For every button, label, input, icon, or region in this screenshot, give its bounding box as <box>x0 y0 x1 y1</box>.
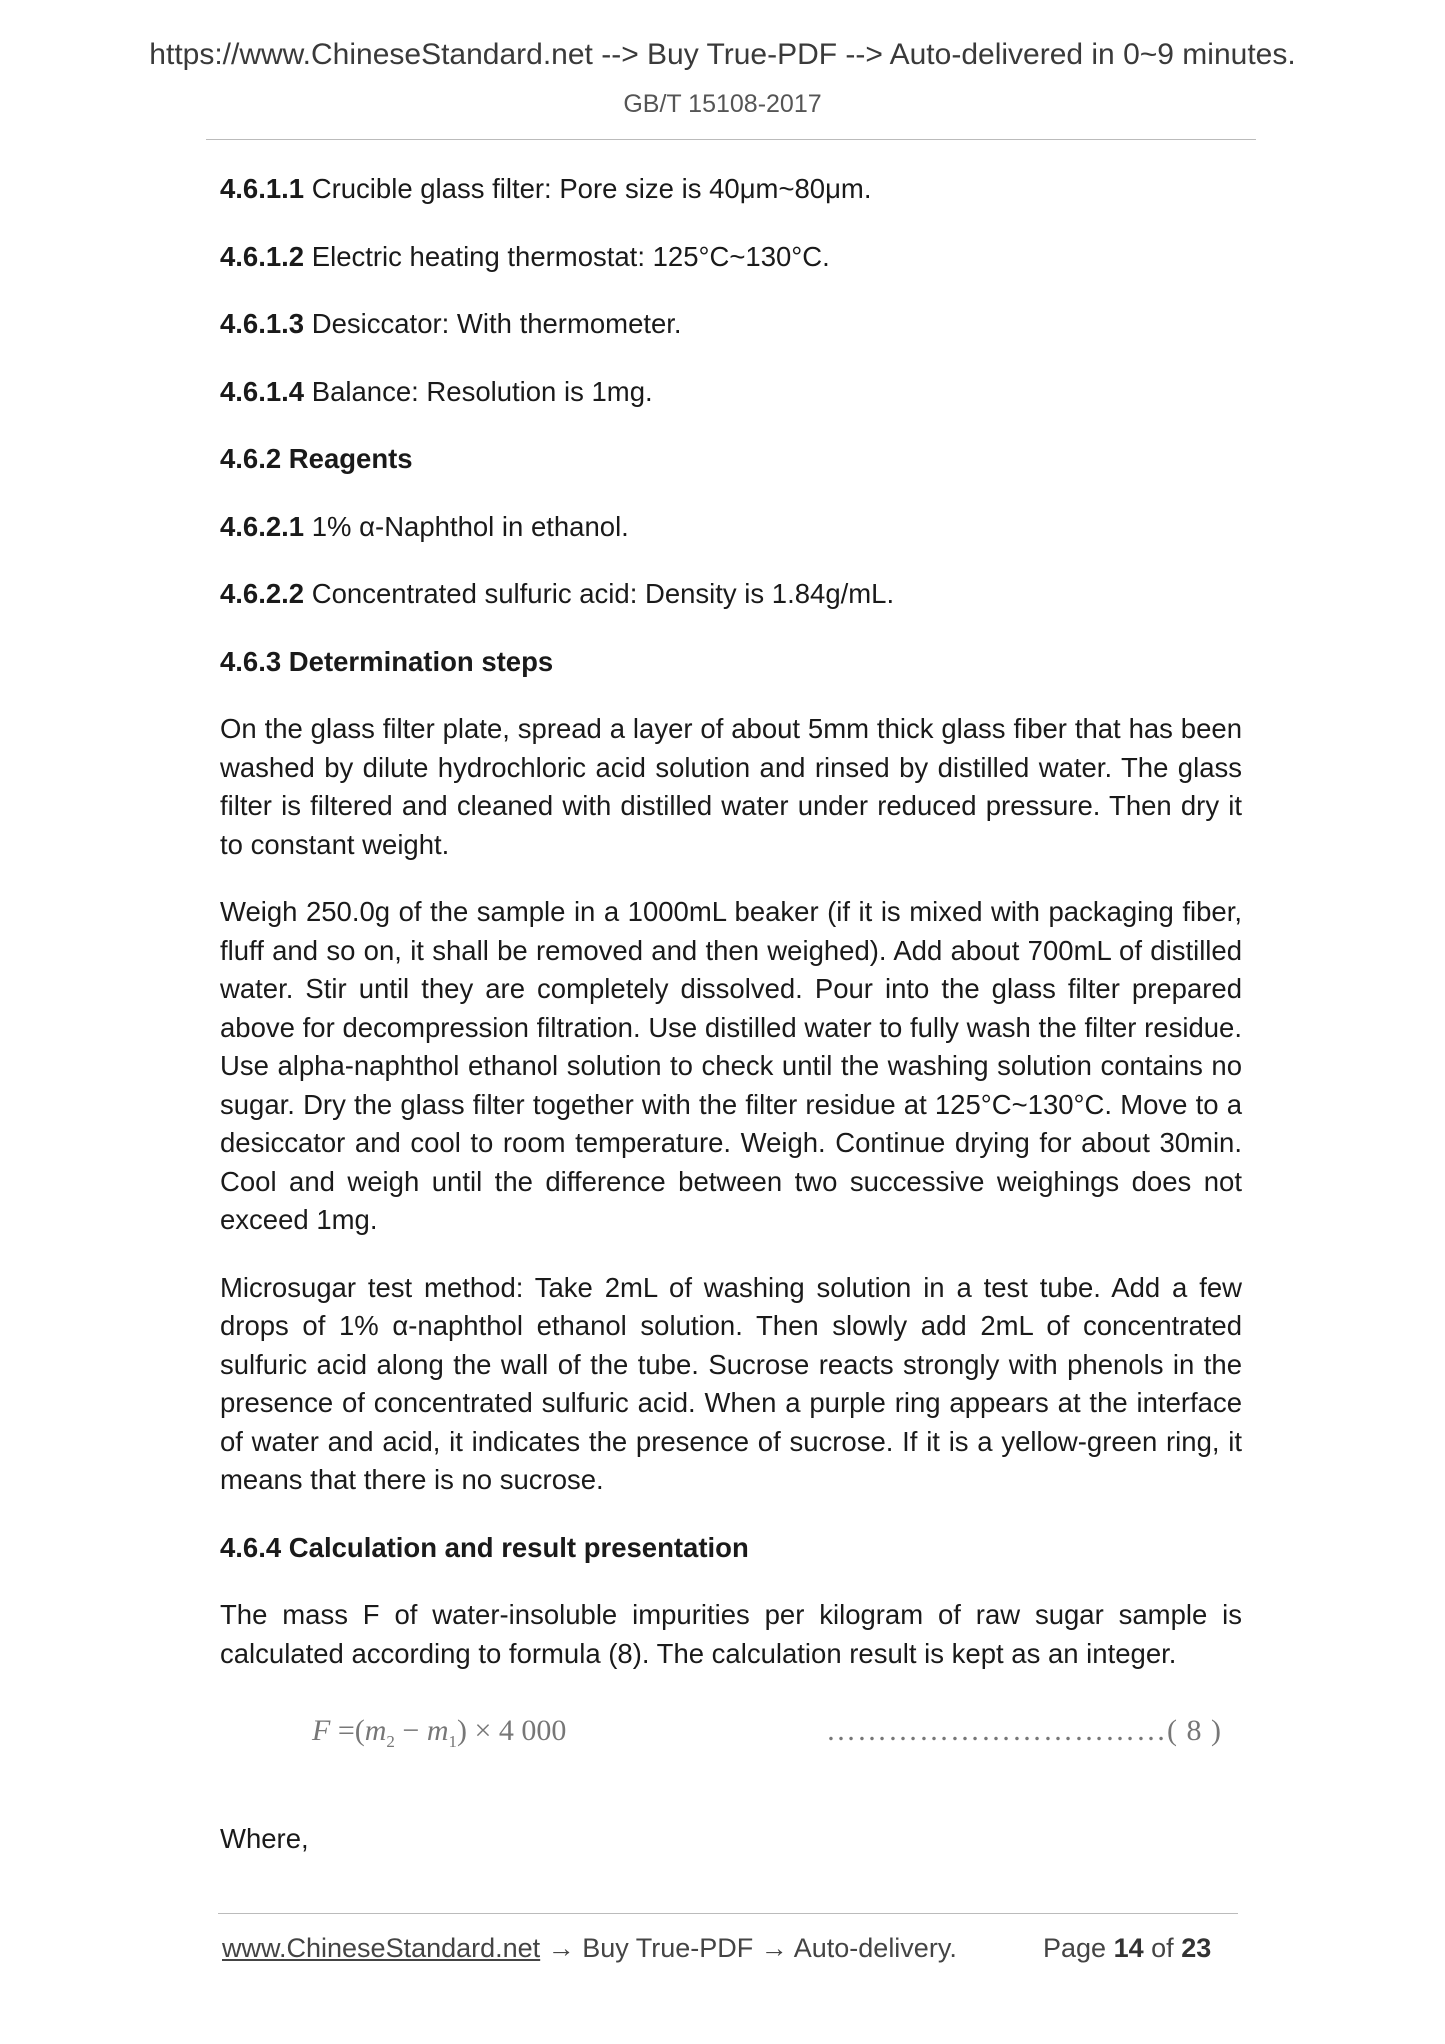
formula-expression <box>312 1712 566 1762</box>
clause-4-6-2-1 <box>220 508 1242 547</box>
footer-divider <box>218 1913 1238 1914</box>
clause-4-6-1-3 <box>220 305 1242 344</box>
clause-4-6-1-4 <box>220 373 1242 412</box>
formula-m2-subscript: 2 <box>386 1732 395 1751</box>
clause-number: 4.6.1.3 <box>220 308 305 339</box>
page-total: 23 <box>1181 1933 1212 1963</box>
heading-calculation: 4.6.4 Calculation and result presentation <box>220 1531 749 1563</box>
document-body <box>220 170 1242 1888</box>
clause-number: 4.6.1.4 <box>220 375 305 407</box>
page-of-label: of <box>1151 1933 1174 1963</box>
paragraph-where: Where, <box>220 1823 309 1854</box>
standard-number: GB/T 15108-2017 <box>623 90 822 118</box>
page-number: 14 <box>1113 1933 1144 1963</box>
clause-number: 4.6.2.1 <box>220 510 305 542</box>
clause-text: Electric heating thermostat: 125°C~130°C. <box>304 240 830 272</box>
paragraph-glass-filter: On the glass filter plate, spread a layer of about 5mm thick glass fiber that has been washed by dilute hydrochloric acid solution and rinsed by distilled water. The glass filter is filtered and cleaned with distilled water under reduced pressure. Then dry it to constant weight. <box>220 713 1242 860</box>
page-indicator <box>1043 1933 1211 1964</box>
formula-minus: − <box>394 1714 427 1747</box>
formula-m2: m <box>364 1714 387 1747</box>
clause-text: Concentrated sulfuric acid: Density is 1.84g/mL. <box>304 578 895 609</box>
formula-8 <box>220 1702 1242 1768</box>
formula-lhs: F <box>312 1714 331 1747</box>
clause-text: Desiccator: With thermometer. <box>304 308 682 339</box>
clause-4-6-2-2 <box>220 575 1242 614</box>
formula-equals: =( <box>330 1714 365 1747</box>
formula-m1-subscript: 1 <box>448 1732 458 1751</box>
footer-delivery-text: → Buy True-PDF → Auto-delivery. <box>540 1933 957 1963</box>
clause-text: Balance: Resolution is 1mg. <box>304 375 653 407</box>
clause-4-6-1-1 <box>220 170 1242 209</box>
footer-site-link[interactable]: www.ChineseStandard.net <box>222 1933 541 1963</box>
clause-4-6-1-2 <box>220 238 1242 277</box>
heading-determination-steps: 4.6.3 Determination steps <box>220 645 554 677</box>
clause-text: Crucible glass filter: Pore size is 40μm~80μm. <box>304 173 872 204</box>
paragraph-weigh-sample: Weigh 250.0g of the sample in a 1000mL beaker (if it is mixed with packaging fiber, fluff and so on, it shall be removed and then weighed). Add about 700mL of distilled water. Stir until they are completely dissolved. Pour into the glass filter prepared above for decompression filtration. Use distilled water to fully wash the filter residue. Use alpha-naphthol ethanol solution to check until the washing solution contains no sugar. Dry the glass filter together with the filter residue at 125°C~130°C. Move to a desiccator and cool to room temperature. Weigh. Continue drying for about 30min. Cool and weigh until the difference between two successive weighings does not exceed 1mg. <box>220 896 1242 1235</box>
header-divider <box>206 139 1256 140</box>
formula-rhs: ) × 4 000 <box>457 1714 567 1747</box>
clause-text: 1% α-Naphthol in ethanol. <box>304 510 629 542</box>
paragraph-microsugar-test: Microsugar test method: Take 2mL of washing solution in a test tube. Add a few drops of 1% α-naphthol ethanol solution. Then slowly add 2mL of concentrated sulfuric acid along the wall of the tube. Sucrose reacts strongly with phenols in the presence of concentrated sulfuric acid. When a purple ring appears at the interface of water and acid, it indicates the presence of sucrose. If it is a yellow-green ring, it means that there is no sucrose. <box>220 1271 1242 1495</box>
formula-number: ……………………………( 8 ) <box>826 1714 1222 1747</box>
heading-reagents: 4.6.2 Reagents <box>220 443 413 474</box>
clause-number: 4.6.1.2 <box>220 240 305 272</box>
page-label: Page <box>1043 1933 1107 1963</box>
clause-number: 4.6.2.2 <box>220 578 305 609</box>
clause-number: 4.6.1.1 <box>220 173 305 204</box>
header-url-line[interactable]: https://www.ChineseStandard.net --> Buy True-PDF --> Auto-delivered in 0~9 minutes. <box>149 38 1296 71</box>
formula-m1: m <box>426 1714 449 1747</box>
paragraph-mass-formula: The mass F of water-insoluble impurities per kilogram of raw sugar sample is calculated according to formula (8). The calculation result is kept as an integer. <box>220 1599 1242 1669</box>
footer-left <box>222 1933 957 1964</box>
